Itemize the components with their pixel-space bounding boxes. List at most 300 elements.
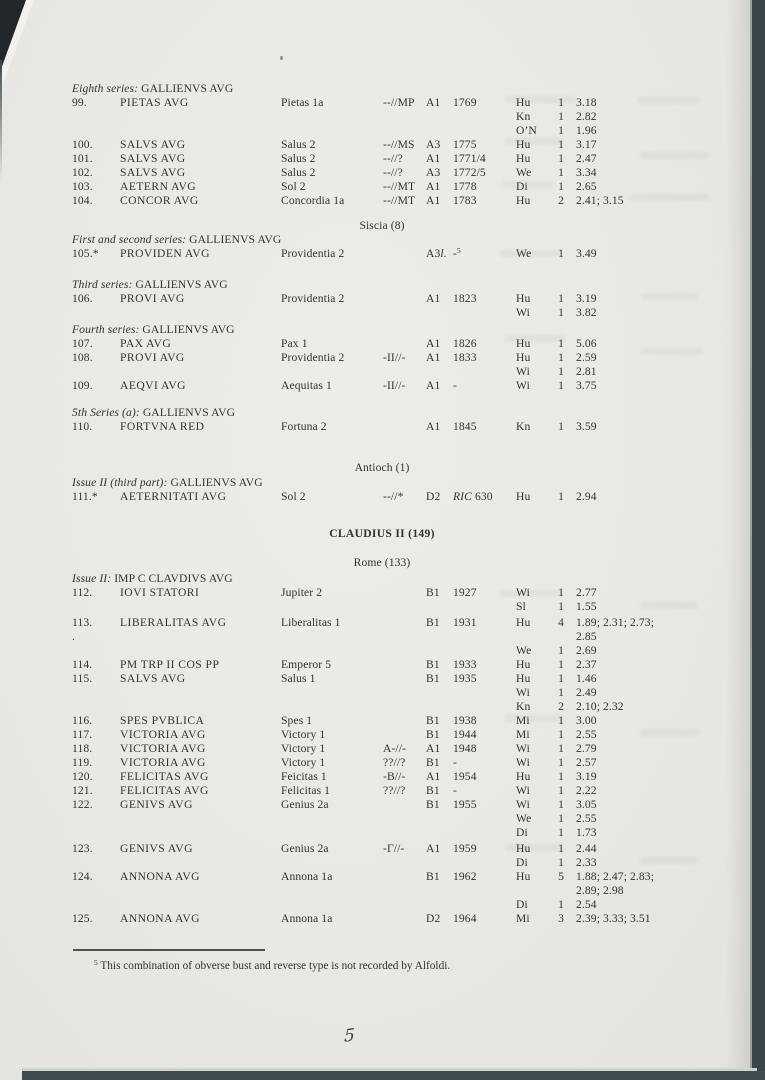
type-text: Felicitas 1 [281, 784, 331, 797]
weights-text: 1.46 [576, 672, 597, 685]
catalog-row [72, 586, 692, 600]
legend-text: GENIVS AVG [120, 798, 193, 811]
footnote-ref-icon: 5 [456, 246, 461, 255]
collection-code: Hu [516, 292, 531, 305]
series-emperor: GALLIENVS AVG [142, 406, 236, 419]
count-value: 1 [558, 96, 564, 109]
catalog-row [72, 96, 692, 110]
reference-number: 1833 [453, 351, 477, 364]
weights-text: 3.19 [576, 770, 597, 783]
legend-text: PAX AVG [120, 337, 172, 350]
count-value: 1 [558, 379, 564, 392]
type-text: Jupiter 2 [281, 586, 323, 599]
reference-number: - [453, 784, 457, 797]
collection-code: Hu [516, 194, 531, 207]
mintmark-text: -II//- [383, 379, 406, 392]
weights-text: 1.88; 2.47; 2.83; [576, 870, 655, 883]
collection-code: Mi [516, 912, 530, 925]
catalog-row [72, 784, 692, 798]
collection-code: Kn [516, 420, 531, 433]
reference-number: 1948 [453, 742, 477, 755]
legend-text: PROVI AVG [120, 292, 185, 305]
type-text: Providentia 2 [281, 292, 345, 305]
reference-number: 1964 [453, 912, 477, 925]
legend-text: GENIVS AVG [120, 842, 193, 855]
footnote-marker: 5 [94, 958, 98, 967]
count-value: 1 [558, 826, 564, 839]
mint-section-header: Antioch (1) [354, 461, 410, 474]
stray-dot: . [72, 630, 75, 643]
legend-text: VICTORIA AVG [120, 728, 206, 741]
count-value: 2 [558, 194, 564, 207]
mintmark-text: --//MP [383, 96, 415, 109]
series-emperor: GALLIENVS AVG [189, 233, 282, 246]
row-number: 119. [72, 756, 93, 769]
scan-edge-right [750, 0, 765, 1080]
count-value: 1 [558, 756, 564, 769]
bust-code: A1 [426, 96, 441, 109]
weights-text: 2.59 [576, 351, 597, 364]
collection-code: Hu [516, 672, 531, 685]
reference-number: 1935 [453, 672, 477, 685]
collection-code: Mi [516, 714, 530, 727]
weights-text: 3.18 [576, 96, 597, 109]
reference-number: 1823 [453, 292, 477, 305]
catalog-table [72, 82, 692, 973]
weights-text: 2.54 [576, 898, 597, 911]
type-text: Concordia 1a [281, 194, 345, 207]
series-label: 5th Series (a): [72, 406, 140, 419]
catalog-row [72, 420, 692, 434]
weights-text: 3.00 [576, 714, 597, 727]
legend-text: PROVIDEN AVG [120, 247, 210, 260]
catalog-row [72, 365, 692, 379]
legend-text: SALVS AVG [120, 138, 186, 151]
collection-code: Hu [516, 96, 531, 109]
bust-code: B1 [426, 672, 440, 685]
count-value: 1 [558, 110, 564, 123]
type-text: Victory 1 [281, 728, 326, 741]
catalog-row [72, 644, 692, 658]
count-value: 1 [558, 152, 564, 165]
collection-code: Di [516, 898, 528, 911]
legend-text: PROVI AVG [120, 351, 185, 364]
reference-number: - [453, 379, 457, 392]
legend-text: SALVS AVG [120, 166, 186, 179]
reference-number: 1783 [453, 194, 477, 207]
footnote-text: This combination of obverse bust and reverse type is not recorded by Alfoldi. [100, 960, 451, 972]
type-text: Victory 1 [281, 742, 326, 755]
catalog-row [72, 842, 692, 856]
legend-text: LIBERALITAS AVG [120, 616, 227, 629]
count-value: 1 [558, 490, 564, 503]
collection-code: We [516, 166, 532, 179]
collection-code: Wi [516, 365, 530, 378]
bust-code: B1 [426, 728, 440, 741]
catalog-row [72, 884, 692, 898]
mintmark-text: -B//- [383, 770, 406, 783]
reference-number: 1933 [453, 658, 477, 671]
count-value: 1 [558, 898, 564, 911]
count-value: 1 [558, 714, 564, 727]
weights-text: 3.49 [576, 247, 597, 260]
weights-text: 1.55 [576, 600, 597, 613]
type-text: Sol 2 [281, 180, 306, 193]
mintmark-text: -Γ//- [383, 842, 405, 855]
catalog-row [72, 714, 692, 728]
page-edge-shadow [726, 0, 752, 1080]
count-value: 1 [558, 672, 564, 685]
row-number: 101. [72, 152, 93, 165]
mint-section-header: Siscia (8) [359, 219, 405, 232]
catalog-row [72, 124, 692, 138]
catalog-row [72, 756, 692, 770]
series-emperor: GALLIENVS AVG [135, 278, 228, 291]
type-text: Genius 2a [281, 798, 329, 811]
type-text: Aequitas 1 [281, 379, 332, 392]
weights-text: 3.17 [576, 138, 597, 151]
legend-text: PIETAS AVG [120, 96, 189, 109]
type-text: Spes 1 [281, 714, 313, 727]
count-value: 1 [558, 798, 564, 811]
legend-text: AETERN AVG [120, 180, 197, 193]
type-text: Salus 2 [281, 138, 316, 151]
type-text: Genius 2a [281, 842, 329, 855]
collection-code: Hu [516, 152, 531, 165]
weights-text: 2.22 [576, 784, 597, 797]
count-value: 1 [558, 686, 564, 699]
weights-text: 2.49 [576, 686, 597, 699]
row-number: 123. [72, 842, 93, 855]
row-number: 109. [72, 379, 93, 392]
scan-edge-bottom [22, 1071, 765, 1080]
weights-text: 2.47 [576, 152, 597, 165]
reference-number: 1778 [453, 180, 477, 193]
catalog-row [72, 306, 692, 320]
count-value: 1 [558, 658, 564, 671]
weights-text: 2.55 [576, 812, 597, 825]
collection-code: We [516, 644, 532, 657]
legend-text: ANNONA AVG [120, 912, 200, 925]
row-number: 99. [72, 96, 87, 109]
bust-code: A1 [426, 742, 441, 755]
catalog-row [72, 180, 692, 194]
mintmark-text: ??//? [383, 756, 406, 769]
row-number: 111.* [72, 490, 98, 503]
series-emperor: GALLIENVS AVG [141, 82, 234, 95]
collection-code: Wi [516, 784, 530, 797]
catalog-row [72, 292, 692, 306]
count-value: 1 [558, 180, 564, 193]
bust-code: A1 [426, 842, 441, 855]
mintmark-text: --//? [383, 166, 403, 179]
row-number: 125. [72, 912, 93, 925]
catalog-row [72, 672, 692, 686]
count-value: 1 [558, 306, 564, 319]
reference-number: 1931 [453, 616, 477, 629]
catalog-row [72, 912, 692, 926]
type-text: Annona 1a [281, 870, 333, 883]
mintmark-text: --//* [383, 490, 404, 503]
weights-text: 3.19 [576, 292, 597, 305]
row-number: 114. [72, 658, 93, 671]
collection-code: Hu [516, 770, 531, 783]
reference-number: 1771/4 [453, 152, 486, 165]
type-text: Salus 1 [281, 672, 316, 685]
legend-text: VICTORIA AVG [120, 756, 206, 769]
catalog-row [72, 686, 692, 700]
row-number: 116. [72, 714, 93, 727]
weights-text: 2.69 [576, 644, 597, 657]
scan-speck [280, 56, 283, 60]
weights-text: 1.96 [576, 124, 597, 137]
weights-text: 2.65 [576, 180, 597, 193]
row-number: 110. [72, 420, 93, 433]
count-value: 2 [558, 700, 564, 713]
bust-code: B1 [426, 616, 440, 629]
bust-code: A1 [426, 337, 441, 350]
reference-number: 1955 [453, 798, 477, 811]
series-header [72, 476, 692, 490]
bust-code: B1 [426, 870, 440, 883]
bust-code: A1 [426, 152, 441, 165]
series-label: Eighth series: [72, 82, 139, 95]
count-value: 1 [558, 842, 564, 855]
collection-code: We [516, 812, 532, 825]
legend-text: FORTVNA RED [120, 420, 205, 433]
collection-code: Wi [516, 686, 530, 699]
reference-number: 1772/5 [453, 166, 486, 179]
bust-code: A1 [426, 180, 441, 193]
weights-text: 3.59 [576, 420, 597, 433]
count-value: 1 [558, 784, 564, 797]
count-value: 1 [558, 742, 564, 755]
weights-text: 2.10; 2.32 [576, 700, 624, 713]
catalog-row [72, 490, 692, 504]
catalog-row [72, 247, 692, 261]
type-text: Providentia 2 [281, 247, 345, 260]
row-number: 112. [72, 586, 93, 599]
legend-text: FELICITAS AVG [120, 770, 209, 783]
row-number: 122. [72, 798, 93, 811]
catalog-row [72, 616, 692, 630]
catalog-row [72, 194, 692, 208]
series-label: Fourth series: [72, 323, 140, 336]
series-header [72, 82, 692, 96]
collection-code: Wi [516, 756, 530, 769]
catalog-row [72, 138, 692, 152]
reference-number: 1962 [453, 870, 477, 883]
series-header [72, 406, 692, 420]
bust-code: A3 [426, 138, 441, 151]
legend-text: AEQVI AVG [120, 379, 186, 392]
type-text: Annona 1a [281, 912, 333, 925]
collection-code: Wi [516, 379, 530, 392]
weights-text: 2.39; 3.33; 3.51 [576, 912, 651, 925]
legend-text: CONCOR AVG [120, 194, 199, 207]
collection-code: Hu [516, 658, 531, 671]
reference-number: - [453, 756, 457, 769]
series-emperor: GALLIENVS AVG [170, 476, 263, 489]
row-number: 103. [72, 180, 93, 193]
emperor-section-header: CLAUDIUS II (149) [329, 527, 435, 540]
series-header [72, 233, 692, 247]
weights-text: 1.73 [576, 826, 597, 839]
catalog-row [72, 728, 692, 742]
count-value: 1 [558, 365, 564, 378]
legend-text: SALVS AVG [120, 672, 186, 685]
count-value: 1 [558, 586, 564, 599]
bust-code: A1 [426, 351, 441, 364]
weights-text: 2.33 [576, 856, 597, 869]
bust-code: A1 [426, 194, 441, 207]
collection-code: Wi [516, 798, 530, 811]
catalog-row [72, 700, 692, 714]
series-label: Third series: [72, 278, 133, 291]
reference-number: 1826 [453, 337, 477, 350]
row-number: 108. [72, 351, 93, 364]
mintmark-text: -II//- [383, 351, 406, 364]
reference-number: 1769 [453, 96, 477, 109]
bust-code: D2 [426, 912, 441, 925]
row-number: 113. [72, 616, 93, 629]
scan-edge-left [0, 60, 2, 180]
collection-code: Wi [516, 742, 530, 755]
collection-code: Kn [516, 110, 531, 123]
row-number: 104. [72, 194, 93, 207]
count-value: 4 [558, 616, 564, 629]
weights-text: 2.41; 3.15 [576, 194, 624, 207]
count-value: 1 [558, 600, 564, 613]
count-value: 1 [558, 812, 564, 825]
legend-text: FELICITAS AVG [120, 784, 209, 797]
count-value: 1 [558, 856, 564, 869]
weights-text: 2.81 [576, 365, 597, 378]
mintmark-text: --//MT [383, 194, 416, 207]
row-number: 117. [72, 728, 93, 741]
row-number: 107. [72, 337, 93, 350]
count-value: 1 [558, 420, 564, 433]
mintmark-text: ??//? [383, 784, 406, 797]
legend-text: ANNONA AVG [120, 870, 200, 883]
row-number: 105.* [72, 247, 99, 260]
row-number: 124. [72, 870, 93, 883]
row-number: 118. [72, 742, 93, 755]
catalog-row [72, 856, 692, 870]
row-number: 106. [72, 292, 93, 305]
mintmark-text: A-//- [383, 742, 407, 755]
weights-text: 5.06 [576, 337, 597, 350]
bust-code: B1 [426, 586, 440, 599]
legend-text: SPES PVBLICA [120, 714, 205, 727]
reference-number: RIC 630 [453, 490, 493, 503]
count-value: 1 [558, 138, 564, 151]
row-number: 102. [72, 166, 93, 179]
weights-text: 2.79 [576, 742, 597, 755]
catalog-row [72, 152, 692, 166]
type-text: Providentia 2 [281, 351, 345, 364]
collection-code: Di [516, 856, 528, 869]
collection-code: Mi [516, 728, 530, 741]
row-number: 100. [72, 138, 93, 151]
collection-code: We [516, 247, 532, 260]
bust-code: A1 [426, 420, 441, 433]
collection-code: Hu [516, 842, 531, 855]
type-text: Fortuna 2 [281, 420, 327, 433]
row-number: 121. [72, 784, 93, 797]
catalog-row [72, 630, 692, 644]
reference-number: 1954 [453, 770, 477, 783]
series-header [72, 572, 692, 586]
type-text: Pax 1 [281, 337, 308, 350]
reference-number: 1938 [453, 714, 477, 727]
weights-text: 2.37 [576, 658, 597, 671]
bust-code: A3l. [426, 247, 447, 260]
catalog-row [72, 379, 692, 393]
type-text: Feicitas 1 [281, 770, 327, 783]
collection-code: O’N [516, 124, 537, 137]
legend-text: AETERNITATI AVG [120, 490, 227, 503]
catalog-row [72, 826, 692, 840]
series-header [72, 278, 692, 292]
collection-code: Hu [516, 337, 531, 350]
catalog-row [72, 658, 692, 672]
bust-code: A1 [426, 379, 441, 392]
type-text: Victory 1 [281, 756, 326, 769]
catalog-row [72, 812, 692, 826]
collection-code: Hu [516, 138, 531, 151]
reference-number: 1775 [453, 138, 477, 151]
weights-text: 3.82 [576, 306, 597, 319]
weights-text: 2.89; 2.98 [576, 884, 624, 897]
catalog-row [72, 742, 692, 756]
page-number: 5 [343, 1025, 355, 1047]
catalog-row [72, 110, 692, 124]
type-text: Salus 2 [281, 152, 316, 165]
weights-text: 2.44 [576, 842, 597, 855]
type-text: Salus 2 [281, 166, 316, 179]
bust-code: A1 [426, 292, 441, 305]
weights-text: 2.94 [576, 490, 597, 503]
collection-code: Di [516, 180, 528, 193]
mintmark-text: --//? [383, 152, 403, 165]
catalog-row [72, 898, 692, 912]
weights-text: 3.34 [576, 166, 597, 179]
catalog-row [72, 798, 692, 812]
catalog-row [72, 337, 692, 351]
type-text: Pietas 1a [281, 96, 324, 109]
series-label: Issue II (third part): [72, 476, 168, 489]
weights-text: 3.05 [576, 798, 597, 811]
collection-code: Hu [516, 616, 531, 629]
collection-code: Di [516, 826, 528, 839]
bust-code: A3 [426, 166, 441, 179]
mintmark-text: --//MS [383, 138, 415, 151]
bust-code: B1 [426, 784, 440, 797]
reference-number: 1927 [453, 586, 477, 599]
catalog-row [72, 870, 692, 884]
reference-number: -$^5$ [453, 246, 461, 260]
count-value: 1 [558, 728, 564, 741]
footnote-rule [73, 949, 265, 951]
catalog-row [72, 351, 692, 365]
weights-text: 2.77 [576, 586, 597, 599]
type-text: Sol 2 [281, 490, 306, 503]
series-header [72, 323, 692, 337]
series-label: Issue II: [72, 572, 112, 585]
catalog-row [72, 600, 692, 614]
series-emperor: GALLIENVS AVG [142, 323, 235, 336]
